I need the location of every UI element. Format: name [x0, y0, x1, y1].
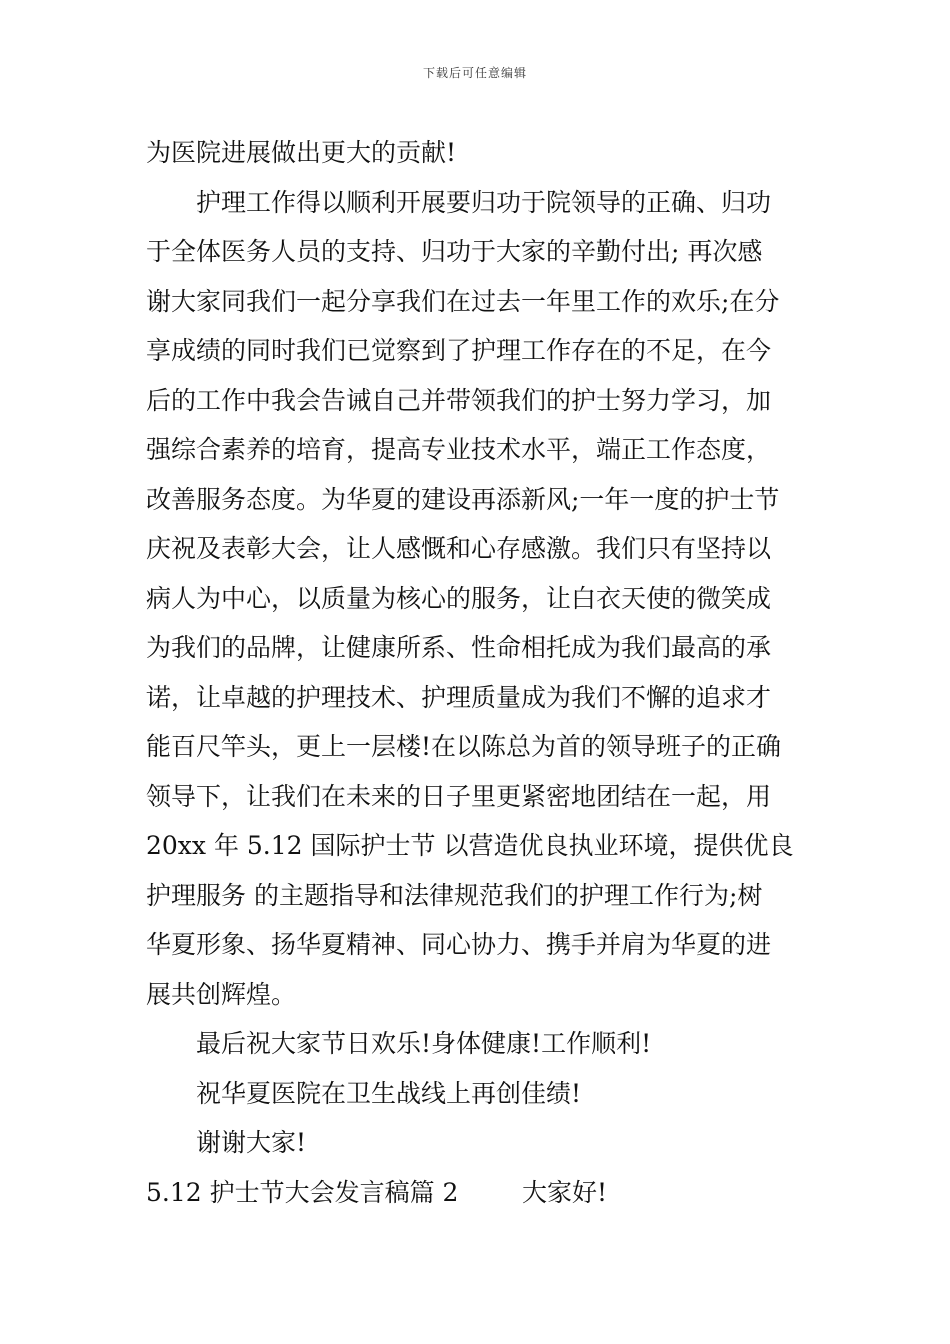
- text-line: 20xx 年 5.12 国际护士节 以营造优良执业环境，提供优良: [146, 831, 794, 860]
- text-line: 谢谢大家!: [196, 1128, 307, 1157]
- text-line: 后的工作中我会告诫自己并带领我们的护士努力学习，加: [146, 385, 772, 415]
- text-line: 谢大家同我们一起分享我们在过去一年里工作的欢乐;在分: [146, 286, 780, 316]
- text-line: 最后祝大家节日欢乐!身体健康!工作顺利!: [196, 1029, 652, 1058]
- text-line: 于全体医务人员的支持、归功于大家的辛勤付出; 再次感: [146, 237, 763, 266]
- page-header-note: 下载后可任意编辑: [422, 66, 527, 80]
- text-line: 享成绩的同时我们已觉察到了护理工作存在的不足，在今: [146, 336, 772, 365]
- text-line: 为医院进展做出更大的贡献!: [146, 138, 457, 167]
- text-line: 祝华夏医院在卫生战线上再创佳绩!: [196, 1078, 582, 1108]
- text-line: 护理服务 的主题指导和法律规范我们的护理工作行为;树: [146, 880, 763, 910]
- text-line: 能百尺竿头，更上一层楼!在以陈总为首的领导班子的正确: [146, 732, 782, 761]
- text-line: 改善服务态度。为华夏的建设再添新风;一年一度的护士节: [146, 484, 780, 514]
- text-line: 病人为中心，以质量为核心的服务，让白衣天使的微笑成: [146, 583, 772, 613]
- text-line: 为我们的品牌，让健康所系、性命相托成为我们最高的承: [146, 633, 772, 662]
- text-line: 华夏形象、扬华夏精神、同心协力、携手并肩为华夏的进: [146, 930, 772, 959]
- text-line: 庆祝及表彰大会，让人感慨和心存感激。我们只有坚持以: [146, 534, 772, 563]
- section-heading: 5.12 护士节大会发言稿篇 2 大家好!: [146, 1177, 608, 1207]
- document-body: [146, 128, 808, 1217]
- text-line: 诺，让卓越的护理技术、护理质量成为我们不懈的追求才: [146, 682, 772, 712]
- text-line: 展共创辉煌。: [146, 979, 297, 1009]
- text-line: 领导下，让我们在未来的日子里更紧密地团结在一起，用: [146, 781, 772, 811]
- text-line: 护理工作得以顺利开展要归功于院领导的正确、归功: [196, 187, 772, 217]
- text-line: 强综合素养的培育，提高专业技术水平，端正工作态度，: [146, 435, 772, 464]
